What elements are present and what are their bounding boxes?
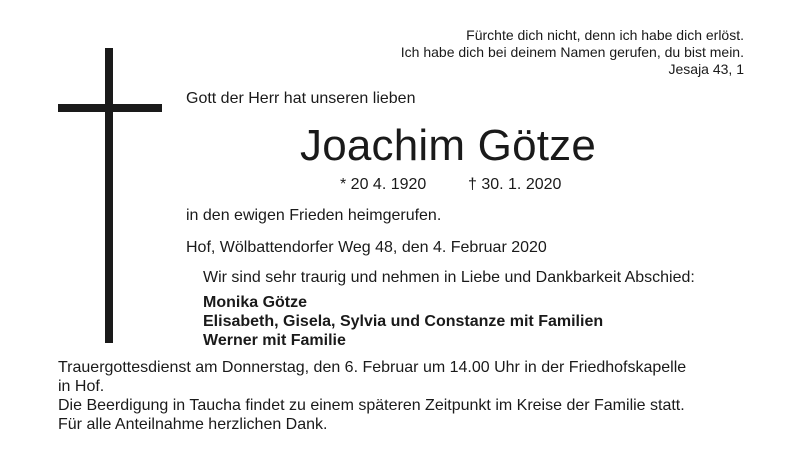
called-home-text: in den ewigen Frieden heimgerufen.: [186, 207, 442, 224]
service-line-3: Die Beerdigung in Taucha findet zu einem späteren Zeitpunkt im Kreise der Familie statt.: [58, 397, 685, 414]
mourner-1: Monika Götze: [203, 294, 308, 311]
service-line-1: Trauergottesdienst am Donnerstag, den 6. Februar um 14.00 Uhr in der Friedhofskapelle: [58, 359, 687, 376]
verse-line-2: Ich habe dich bei deinem Namen gerufen, du bist mein.: [400, 44, 744, 60]
farewell-text: Wir sind sehr traurig und nehmen in Liebe und Dankbarkeit Abschied:: [203, 269, 695, 286]
intro-text: Gott der Herr hat unseren lieben: [186, 90, 416, 107]
mourner-2: Elisabeth, Gisela, Sylvia und Constanze mit Familien: [203, 313, 604, 330]
mourner-3: Werner mit Familie: [203, 332, 346, 349]
birth-date: * 20 4. 1920: [340, 176, 427, 193]
verse-line-1: Fürchte dich nicht, denn ich habe dich erlöst.: [466, 27, 744, 43]
service-line-2: in Hof.: [58, 378, 105, 395]
cross-horizontal-bar: [58, 104, 162, 112]
cross-vertical-bar: [105, 48, 113, 343]
deceased-name: Joachim Götze: [300, 121, 597, 170]
death-date: † 30. 1. 2020: [468, 176, 562, 193]
place-and-date: Hof, Wölbattendorfer Weg 48, den 4. Februar 2020: [186, 239, 547, 256]
verse-reference: Jesaja 43, 1: [668, 61, 744, 77]
service-line-4: Für alle Anteilnahme herzlichen Dank.: [58, 416, 328, 433]
